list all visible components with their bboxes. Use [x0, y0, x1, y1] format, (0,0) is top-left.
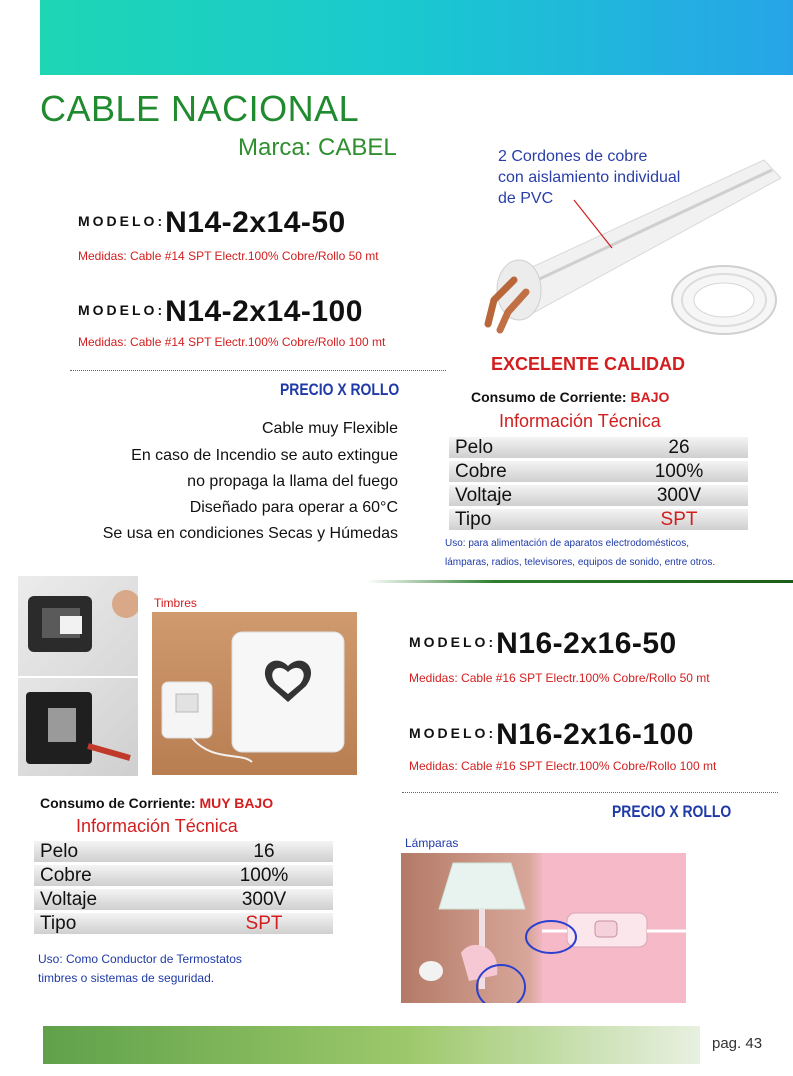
callout-line: 2 Cordones de cobre: [498, 148, 648, 165]
spec-key: Cobre: [40, 865, 92, 886]
callout-line: con aislamiento individual: [498, 169, 681, 186]
model-n16-50: [409, 627, 677, 661]
model-code: N16-2x16-100: [496, 718, 694, 751]
quality-label: EXCELENTE CALIDAD: [491, 354, 686, 374]
spec-key: Tipo: [40, 913, 77, 934]
header-band: [40, 0, 793, 75]
lamp-photo: [401, 853, 686, 1003]
usage-line: timbres o sistemas de seguridad.: [38, 971, 215, 985]
model-n16-100: [409, 718, 694, 752]
spec-row: [449, 485, 748, 506]
model-code: N16-2x16-50: [496, 627, 677, 660]
callout-line: de PVC: [498, 190, 554, 207]
timbres-label: Timbres: [154, 596, 197, 610]
spec-key: Voltaje: [455, 485, 513, 506]
dotted-divider: [402, 792, 778, 793]
spec-key: Voltaje: [40, 889, 98, 910]
doorbell-install-photo-1: [18, 576, 138, 676]
consumption-bottom: [40, 795, 273, 811]
feature-line: Se usa en condiciones Secas y Húmedas: [102, 525, 398, 542]
model-prefix: MODELO:: [78, 213, 166, 229]
feature-line: Cable muy Flexible: [261, 420, 398, 437]
usage-line: Uso: para alimentación de aparatos electrodomésticos,: [445, 538, 690, 549]
model-n14-100: [78, 295, 363, 329]
spec-value: 16: [253, 841, 275, 862]
price-label: PRECIO X ROLLO: [280, 380, 400, 399]
model-code: N14-2x14-100: [165, 295, 363, 328]
spec-row: [34, 841, 333, 862]
footer-band: [43, 1026, 700, 1064]
consumption-label: Consumo de Corriente:: [40, 795, 196, 811]
spec-key: Pelo: [40, 841, 79, 862]
spec-row: [449, 437, 748, 458]
consumption-level: MUY BAJO: [199, 795, 274, 811]
dotted-divider: [70, 370, 446, 371]
section-divider: [366, 580, 793, 583]
cable-callout: [498, 146, 680, 209]
info-title: Información Técnica: [76, 816, 238, 836]
model-prefix: MODELO:: [409, 634, 497, 650]
spec-value: 300V: [241, 889, 287, 910]
usage-line: Uso: Como Conductor de Termostatos: [38, 952, 242, 966]
model-prefix: MODELO:: [409, 725, 497, 741]
spec-key: Tipo: [455, 509, 492, 530]
brand-label: Marca: CABEL: [238, 134, 397, 161]
model-measures: Medidas: Cable #16 SPT Electr.100% Cobre/Rollo 100 mt: [409, 759, 717, 773]
spec-row: [34, 889, 333, 910]
doorbell-install-photo-2: [18, 678, 138, 776]
lamparas-label: Lámparas: [405, 836, 459, 850]
doorbell-photo: [152, 612, 357, 775]
spec-row: [449, 509, 748, 530]
model-measures: Medidas: Cable #16 SPT Electr.100% Cobre/Rollo 50 mt: [409, 671, 710, 685]
consumption-label: Consumo de Corriente:: [471, 389, 627, 405]
spec-key: Pelo: [455, 437, 494, 458]
spec-row: [34, 913, 333, 934]
price-label: PRECIO X ROLLO: [612, 802, 732, 821]
info-title: Información Técnica: [499, 411, 661, 431]
spec-value: SPT: [245, 913, 283, 934]
model-measures: Medidas: Cable #14 SPT Electr.100% Cobre/Rollo 50 mt: [78, 249, 379, 263]
spec-key: Cobre: [455, 461, 507, 482]
spec-value: 26: [668, 437, 690, 458]
usage-line: lámparas, radios, televisores, equipos de sonido, entre otros.: [445, 557, 716, 568]
spec-value: 100%: [654, 461, 704, 482]
spec-row: [34, 865, 333, 886]
feature-line: no propaga la llama del fuego: [187, 473, 398, 490]
spec-value: 100%: [239, 865, 289, 886]
consumption-level: BAJO: [630, 389, 670, 405]
spec-row: [449, 461, 748, 482]
feature-line: Diseñado para operar a 60°C: [189, 499, 398, 516]
model-code: N14-2x14-50: [165, 206, 346, 239]
page-number: pag. 43: [712, 1035, 763, 1052]
spec-value: 300V: [656, 485, 702, 506]
page-title: CABLE NACIONAL: [40, 88, 360, 129]
usage-note-top: [445, 534, 715, 572]
model-prefix: MODELO:: [78, 302, 166, 318]
consumption-top: [471, 389, 669, 405]
usage-note-bottom: [38, 950, 242, 988]
model-n14-50: [78, 206, 346, 240]
cable-photo: [464, 140, 781, 344]
model-measures: Medidas: Cable #14 SPT Electr.100% Cobre/Rollo 100 mt: [78, 335, 386, 349]
spec-value: SPT: [660, 509, 698, 530]
feature-line: En caso de Incendio se auto extingue: [131, 447, 398, 464]
